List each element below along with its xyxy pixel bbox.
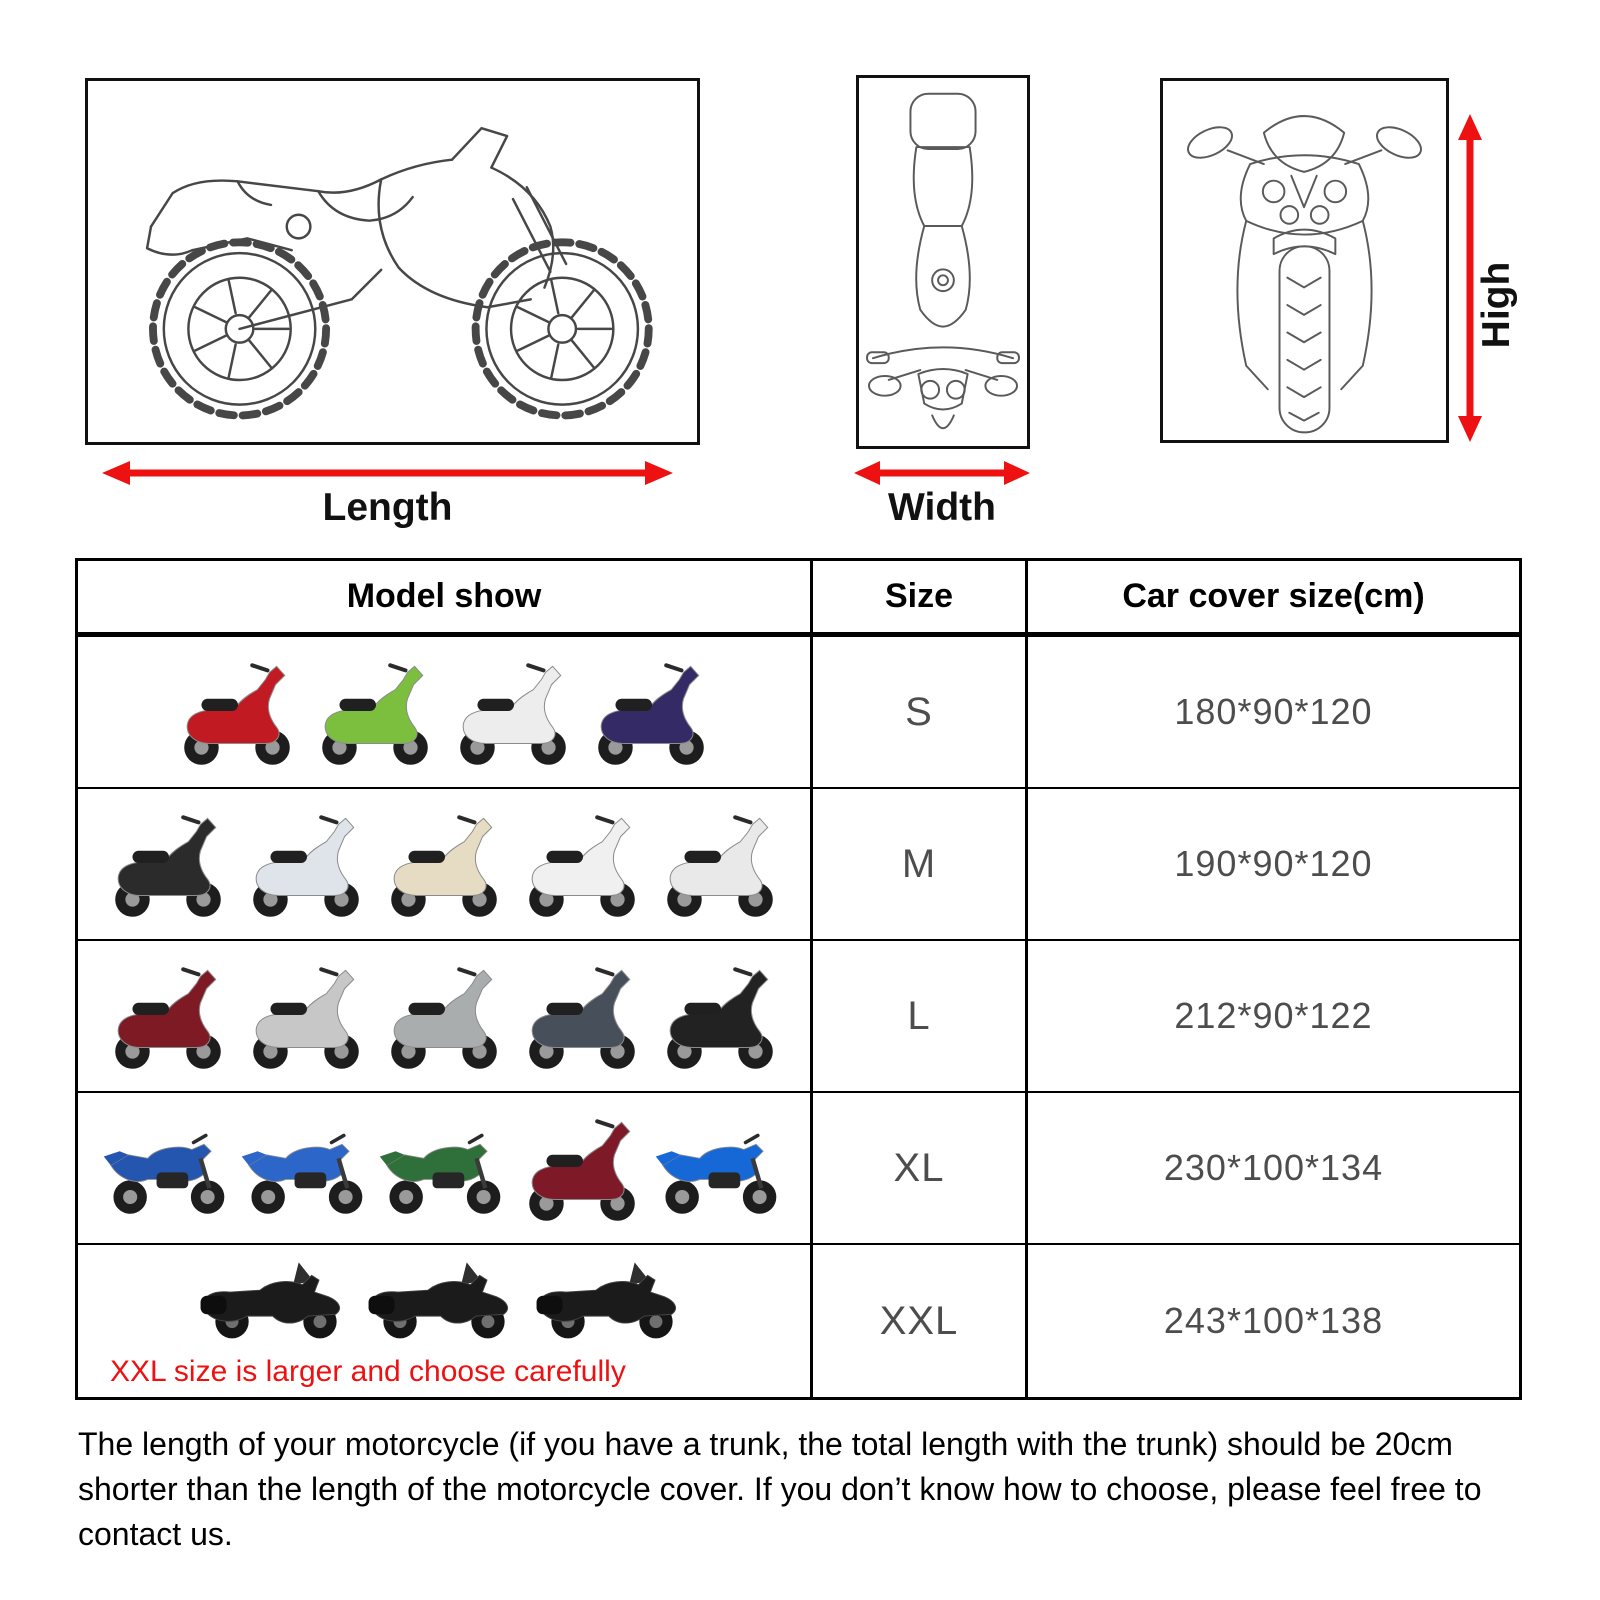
motorcycle-photo	[240, 1112, 372, 1224]
scooter-photo	[378, 808, 510, 920]
scooter-photo	[102, 960, 234, 1072]
size-value: XL	[810, 1093, 1025, 1243]
size-value: M	[810, 789, 1025, 939]
scooter-photo	[516, 808, 648, 920]
sizing-instructions: The length of your motorcycle (if you have a trunk, the total length with the trunk) should be 20cm shorter than the length of the motorcycle cover. If you don’t know how to choose, please feel free to contact us.	[78, 1426, 1482, 1552]
front-view-box	[1160, 78, 1449, 443]
model-photos-xl	[78, 1093, 810, 1243]
table-header-row	[78, 561, 1519, 637]
cruiser-motorcycle-photo	[531, 1255, 693, 1343]
motorcycle-front-view-drawing	[1163, 81, 1446, 440]
top-view-box	[856, 75, 1030, 449]
length-label: Length	[322, 486, 453, 529]
model-photos-xxl	[78, 1245, 810, 1397]
scooter-photo	[447, 656, 579, 768]
scooter-photo	[516, 960, 648, 1072]
xxl-warning-note: XXL size is larger and choose carefully	[110, 1355, 626, 1388]
cruiser-motorcycle-photo	[195, 1255, 357, 1343]
size-table	[75, 558, 1522, 1400]
model-photos-s	[78, 637, 810, 787]
scooter-photo	[240, 960, 372, 1072]
scooter-photo	[102, 808, 234, 920]
model-photos-m	[78, 789, 810, 939]
side-view-box	[85, 78, 700, 445]
table-row-m	[78, 789, 1519, 941]
header-model-show: Model show	[346, 577, 542, 615]
scooter-photo	[516, 1112, 648, 1224]
table-row-xl	[78, 1093, 1519, 1245]
header-cover-size: Car cover size(cm)	[1025, 561, 1519, 632]
motorcycle-photo	[102, 1112, 234, 1224]
motorcycle-top-view-drawing	[859, 78, 1027, 446]
header-size: Size	[810, 561, 1025, 632]
cruiser-motorcycle-photo	[363, 1255, 525, 1343]
table-row-l	[78, 941, 1519, 1093]
width-label: Width	[888, 486, 996, 529]
cover-size-value: 190*90*120	[1025, 789, 1519, 939]
high-label: High	[1475, 261, 1518, 349]
table-row-xxl	[78, 1245, 1519, 1397]
scooter-photo	[171, 656, 303, 768]
model-photos-l	[78, 941, 810, 1091]
table-row-s	[78, 637, 1519, 789]
cover-size-value: 230*100*134	[1025, 1093, 1519, 1243]
motorcycle-photo	[654, 1112, 786, 1224]
motorcycle-side-view-drawing	[88, 81, 697, 442]
scooter-photo	[654, 960, 786, 1072]
scooter-photo	[585, 656, 717, 768]
length-arrow-icon	[100, 458, 675, 488]
scooter-photo	[240, 808, 372, 920]
width-arrow-icon	[852, 458, 1032, 488]
cover-size-value: 180*90*120	[1025, 637, 1519, 787]
scooter-photo	[654, 808, 786, 920]
cover-size-value: 212*90*122	[1025, 941, 1519, 1091]
size-value: S	[810, 637, 1025, 787]
cover-size-value: 243*100*138	[1025, 1245, 1519, 1397]
motorcycle-photo	[378, 1112, 510, 1224]
size-value: XXL	[810, 1245, 1025, 1397]
scooter-photo	[378, 960, 510, 1072]
scooter-photo	[309, 656, 441, 768]
size-value: L	[810, 941, 1025, 1091]
